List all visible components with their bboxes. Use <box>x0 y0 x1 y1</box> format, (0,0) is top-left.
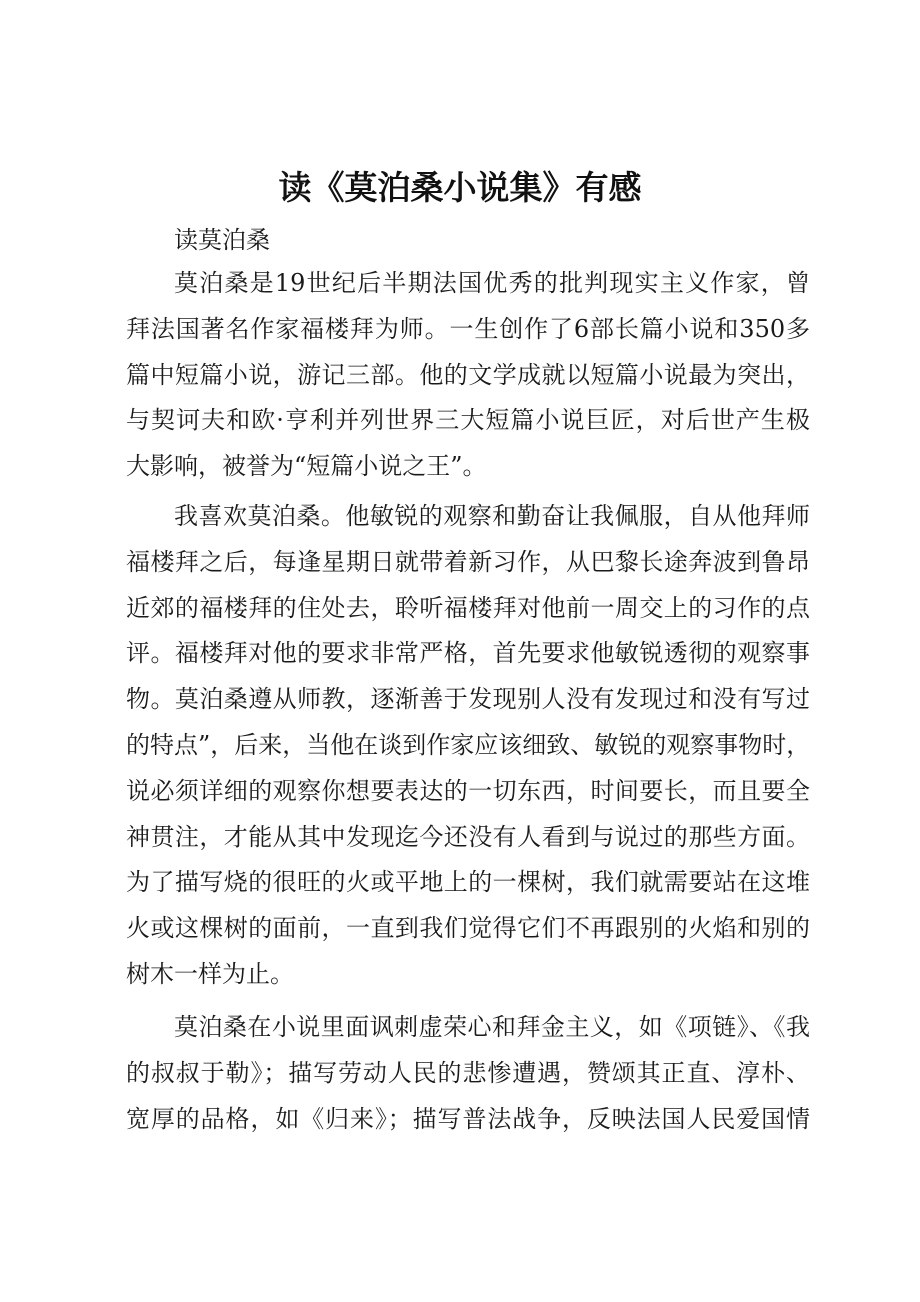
paragraph-line: 神贯注，才能从其中发现迄今还没有人看到与说过的那些方面。 <box>126 822 810 851</box>
paragraph-line: 火或这棵树的面前，一直到我们觉得它们不再跟别的火焰和别的 <box>126 914 810 943</box>
paragraph-line: 树木一样为止。 <box>126 959 294 988</box>
paragraph-line: 的叔叔于勒》；描写劳动人民的悲惨遭遇，赞颂其正直、淳朴、 <box>126 1058 810 1087</box>
paragraph-1 <box>126 261 810 490</box>
paragraph-line: 与契诃夫和欧·亨利并列世界三大短篇小说巨匠，对后世产生极 <box>126 406 810 435</box>
paragraph-line: 说必须详细的观察你想要表达的一切东西，时间要长，而且要全 <box>126 776 810 805</box>
paragraph-line: 大影响，被誉为“短篇小说之王”。 <box>126 452 487 481</box>
paragraph-2 <box>126 494 810 998</box>
paragraph-line: 宽厚的品格，如《归来》；描写普法战争，反映法国人民爱国情 <box>126 1104 810 1133</box>
paragraph-line: 的特点”，后来，当他在谈到作家应该细致、敏锐的观察事物时， <box>126 730 811 759</box>
paragraph-line: 我喜欢莫泊桑。他敏锐的观察和勤奋让我佩服，自从他拜师 <box>174 502 810 530</box>
paragraph-line: 为了描写烧的很旺的火或平地上的一棵树，我们就需要站在这堆 <box>126 868 810 897</box>
paragraph-line: 莫泊桑在小说里面讽刺虚荣心和拜金主义，如《项链》、《我 <box>174 1013 810 1041</box>
paragraph-line: 拜法国著名作家福楼拜为师。一生创作了6部长篇小说和350多 <box>126 314 810 343</box>
document-subtitle: 读莫泊桑 <box>174 226 270 254</box>
paragraph-3 <box>126 1005 810 1142</box>
paragraph-line: 莫泊桑是19世纪后半期法国优秀的批判现实主义作家，曾 <box>174 269 810 297</box>
paragraph-line: 物。莫泊桑遵从师教，逐渐善于发现别人没有发现过和没有写过 <box>126 685 810 714</box>
paragraph-line: 评。福楼拜对他的要求非常严格，首先要求他敏锐透彻的观察事 <box>126 639 810 668</box>
paragraph-line: 近郊的福楼拜的住处去，聆听福楼拜对他前一周交上的习作的点 <box>126 593 810 622</box>
document-title: 读《莫泊桑小说集》有感 <box>278 168 642 207</box>
paragraph-line: 福楼拜之后，每逢星期日就带着新习作，从巴黎长途奔波到鲁昂 <box>126 547 810 576</box>
paragraph-line: 篇中短篇小说，游记三部。他的文学成就以短篇小说最为突出， <box>126 360 810 389</box>
